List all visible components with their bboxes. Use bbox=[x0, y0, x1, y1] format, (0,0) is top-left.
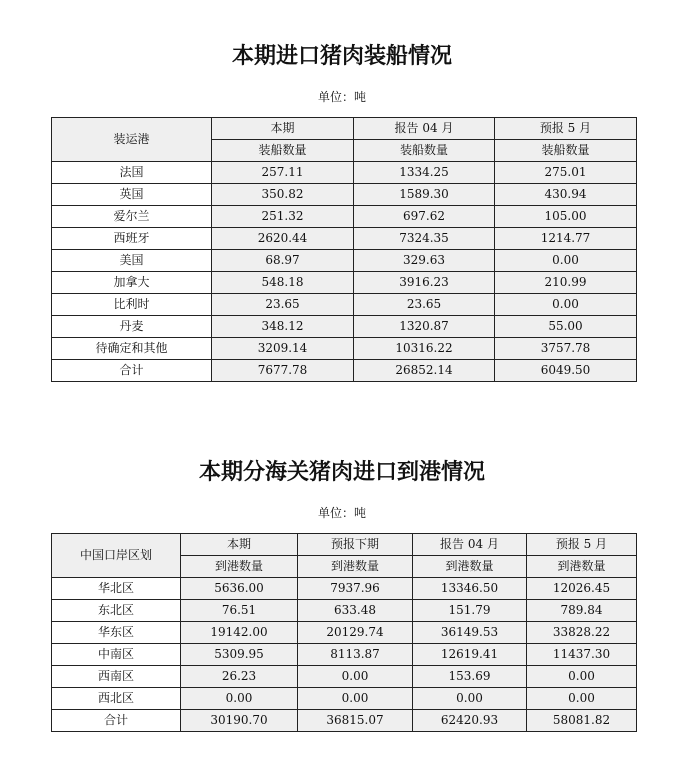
value-cell: 30190.70 bbox=[181, 710, 298, 732]
value-cell: 76.51 bbox=[181, 600, 298, 622]
value-cell: 350.82 bbox=[212, 184, 354, 206]
value-cell: 1214.77 bbox=[495, 228, 637, 250]
value-cell: 36815.07 bbox=[298, 710, 413, 732]
value-cell: 1589.30 bbox=[354, 184, 495, 206]
row-label: 英国 bbox=[52, 184, 212, 206]
value-cell: 12026.45 bbox=[527, 578, 637, 600]
value-cell: 0.00 bbox=[181, 688, 298, 710]
row-label: 东北区 bbox=[52, 600, 181, 622]
value-cell: 0.00 bbox=[298, 666, 413, 688]
table2-group-header: 本期 bbox=[181, 534, 298, 556]
value-cell: 2620.44 bbox=[212, 228, 354, 250]
value-cell: 55.00 bbox=[495, 316, 637, 338]
table1-unit: 单位：吨 bbox=[317, 90, 366, 104]
row-label: 西南区 bbox=[52, 666, 181, 688]
table2-group-header: 预报 5 月 bbox=[527, 534, 637, 556]
table-row bbox=[52, 338, 637, 360]
value-cell: 257.11 bbox=[212, 162, 354, 184]
table-row bbox=[52, 600, 637, 622]
value-cell: 5636.00 bbox=[181, 578, 298, 600]
table-row bbox=[52, 666, 637, 688]
table2-corner-header: 中国口岸区划 bbox=[52, 534, 181, 578]
table1-group-header: 报告 04 月 bbox=[354, 118, 495, 140]
table1-title: 本期进口猪肉装船情况 bbox=[231, 44, 452, 69]
table2-sub-header: 到港数量 bbox=[527, 556, 637, 578]
table2-unit: 单位：吨 bbox=[317, 506, 366, 520]
value-cell: 0.00 bbox=[495, 250, 637, 272]
row-label: 加拿大 bbox=[52, 272, 212, 294]
table2-sub-header: 到港数量 bbox=[181, 556, 298, 578]
row-label: 合计 bbox=[52, 710, 181, 732]
value-cell: 105.00 bbox=[495, 206, 637, 228]
row-label: 法国 bbox=[52, 162, 212, 184]
table-row bbox=[52, 272, 637, 294]
value-cell: 62420.93 bbox=[413, 710, 527, 732]
value-cell: 0.00 bbox=[495, 294, 637, 316]
value-cell: 1334.25 bbox=[354, 162, 495, 184]
table2-group-header: 报告 04 月 bbox=[413, 534, 527, 556]
value-cell: 36149.53 bbox=[413, 622, 527, 644]
value-cell: 23.65 bbox=[354, 294, 495, 316]
value-cell: 19142.00 bbox=[181, 622, 298, 644]
table2-sub-header: 到港数量 bbox=[298, 556, 413, 578]
value-cell: 58081.82 bbox=[527, 710, 637, 732]
row-label: 美国 bbox=[52, 250, 212, 272]
table-row bbox=[52, 250, 637, 272]
value-cell: 13346.50 bbox=[413, 578, 527, 600]
value-cell: 6049.50 bbox=[495, 360, 637, 382]
value-cell: 68.97 bbox=[212, 250, 354, 272]
row-label: 华北区 bbox=[52, 578, 181, 600]
table-row bbox=[52, 184, 637, 206]
value-cell: 0.00 bbox=[298, 688, 413, 710]
arrival-table bbox=[51, 533, 637, 732]
value-cell: 151.79 bbox=[413, 600, 527, 622]
value-cell: 430.94 bbox=[495, 184, 637, 206]
value-cell: 548.18 bbox=[212, 272, 354, 294]
row-label: 比利时 bbox=[52, 294, 212, 316]
table2-group-header: 预报下期 bbox=[298, 534, 413, 556]
table1-sub-header: 装船数量 bbox=[212, 140, 354, 162]
table-row bbox=[52, 206, 637, 228]
table-row bbox=[52, 162, 637, 184]
value-cell: 0.00 bbox=[413, 688, 527, 710]
value-cell: 5309.95 bbox=[181, 644, 298, 666]
value-cell: 1320.87 bbox=[354, 316, 495, 338]
value-cell: 153.69 bbox=[413, 666, 527, 688]
value-cell: 3209.14 bbox=[212, 338, 354, 360]
value-cell: 697.62 bbox=[354, 206, 495, 228]
value-cell: 33828.22 bbox=[527, 622, 637, 644]
value-cell: 0.00 bbox=[527, 688, 637, 710]
value-cell: 329.63 bbox=[354, 250, 495, 272]
value-cell: 7937.96 bbox=[298, 578, 413, 600]
row-label: 华东区 bbox=[52, 622, 181, 644]
table2-title: 本期分海关猪肉进口到港情况 bbox=[198, 460, 485, 485]
row-label: 待确定和其他 bbox=[52, 338, 212, 360]
table-row bbox=[52, 228, 637, 250]
value-cell: 26852.14 bbox=[354, 360, 495, 382]
value-cell: 210.99 bbox=[495, 272, 637, 294]
table1-group-header: 本期 bbox=[212, 118, 354, 140]
value-cell: 3757.78 bbox=[495, 338, 637, 360]
value-cell: 7324.35 bbox=[354, 228, 495, 250]
row-label: 西班牙 bbox=[52, 228, 212, 250]
value-cell: 12619.41 bbox=[413, 644, 527, 666]
row-label: 合计 bbox=[52, 360, 212, 382]
table1-sub-header: 装船数量 bbox=[354, 140, 495, 162]
table-row bbox=[52, 578, 637, 600]
shipment-table bbox=[51, 117, 637, 382]
value-cell: 789.84 bbox=[527, 600, 637, 622]
value-cell: 275.01 bbox=[495, 162, 637, 184]
value-cell: 348.12 bbox=[212, 316, 354, 338]
row-label: 西北区 bbox=[52, 688, 181, 710]
table-row bbox=[52, 644, 637, 666]
table1-group-header: 预报 5 月 bbox=[495, 118, 637, 140]
table1-corner-header: 装运港 bbox=[52, 118, 212, 162]
value-cell: 3916.23 bbox=[354, 272, 495, 294]
value-cell: 23.65 bbox=[212, 294, 354, 316]
table-row bbox=[52, 316, 637, 338]
value-cell: 8113.87 bbox=[298, 644, 413, 666]
table-row bbox=[52, 710, 637, 732]
value-cell: 7677.78 bbox=[212, 360, 354, 382]
row-label: 中南区 bbox=[52, 644, 181, 666]
table-row bbox=[52, 360, 637, 382]
value-cell: 20129.74 bbox=[298, 622, 413, 644]
table-row bbox=[52, 688, 637, 710]
row-label: 丹麦 bbox=[52, 316, 212, 338]
value-cell: 251.32 bbox=[212, 206, 354, 228]
table1-sub-header: 装船数量 bbox=[495, 140, 637, 162]
value-cell: 0.00 bbox=[527, 666, 637, 688]
table-row bbox=[52, 294, 637, 316]
table-row bbox=[52, 622, 637, 644]
table2-sub-header: 到港数量 bbox=[413, 556, 527, 578]
value-cell: 633.48 bbox=[298, 600, 413, 622]
value-cell: 11437.30 bbox=[527, 644, 637, 666]
row-label: 爱尔兰 bbox=[52, 206, 212, 228]
value-cell: 26.23 bbox=[181, 666, 298, 688]
value-cell: 10316.22 bbox=[354, 338, 495, 360]
